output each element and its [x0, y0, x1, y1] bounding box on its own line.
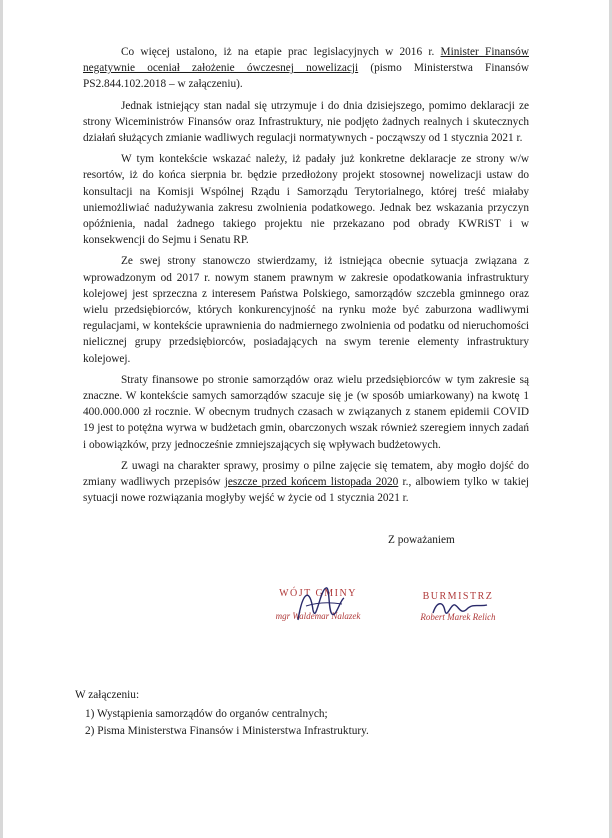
attachments-heading: W załączeniu: — [75, 689, 140, 701]
stamp-title-burmistrz: BURMISTRZ — [422, 591, 494, 602]
attachment-item-2: 2) Pisma Ministerstwa Finansów i Ministerstwa Infrastruktury. — [85, 725, 369, 737]
attachment-item-1: 1) Wystąpienia samorządów do organów centralnych; — [85, 708, 328, 720]
letter-body — [83, 44, 529, 511]
attachments-section — [75, 687, 535, 740]
paragraph-1 — [83, 44, 529, 93]
attachments-list — [75, 706, 535, 740]
stamp-title-wojt: WÓJT GMINY — [279, 588, 357, 599]
paragraph-1-after: (pismo Ministerstwa Finansów PS2.844.102.2018 – w załączeniu). — [83, 62, 529, 91]
paragraph-3: W tym kontekście wskazać należy, iż padały już konkretne deklaracje ze strony w/w resortów, iż do końca sierpnia br. będzie przedłożony projekt stosownej nowelizacji ustaw do konsultacji na Komisji Wspólnej Rządu i Samorządu Terytorialnego, której treść miałaby uniemożliwiać nadużywania zakresu zwolnienia podatkowego. Jednak bez wskazania przyczyn opóźnienia, nadal żadnego takiego projektu nie przekazano pod obrady KWRiST i w konsekwencji do Sejmu i Senatu RP. — [83, 153, 529, 247]
paragraph-6 — [83, 458, 529, 507]
signature-burmistrz — [403, 591, 513, 622]
page-edge-left — [0, 0, 3, 838]
stamp-name-wojt: mgr Waldemar Nalazek — [275, 611, 361, 621]
signature-wojt — [258, 588, 378, 621]
paragraph-1-underlined: Minister Finansów negatywnie oceniał założenie ówczesnej nowelizacji — [83, 46, 529, 75]
signature-scribble-left — [258, 580, 378, 628]
paragraph-6-before: Z uwagi na charakter sprawy, prosimy o pilne zajęcie się tematem, aby mogło dojść do zmiany wadliwych przepisów — [83, 459, 529, 489]
signature-scribble-right — [403, 583, 513, 631]
paragraph-6-underlined: jeszcze przed końcem listopada 2020 — [224, 476, 399, 489]
paragraph-5: Straty finansowe po stronie samorządów oraz wielu przedsiębiorców w tym zakresie są znaczne. W kontekście samych samorządów szacuje się je (w sposób umiarkowany) na kwotę 1 400.000.000 zł rocznie. W obecnym trudnych czasach w związanych z stanem epidemii COVID 19 jest to potężna wyrwa w budżetach gmin, obarczonych wszak również szeregiem innych zadań i obowiązków, przy jednocześnie zmniejszających się wpływach budżetowych. — [83, 373, 529, 451]
paragraph-4: Ze swej strony stanowczo stwierdzamy, iż istniejąca obecnie sytuacja związana z wprowadzonym od 2017 r. nowym stanem prawnym w zakresie opodatkowania infrastruktury kolejowej jest sprzeczna z interesem Państwa Polskiego, samorządów szczebla gminnego oraz wielu przedsiębiorców, których konkurencyjność na rynku może być zaburzona wadliwymi regulacjami, w kontekście uprawnienia do nadmiernego zwolnienia od podatku od nieruchomości nielicznej grupy przedsiębiorców, posiadających na swym terenie elementy infrastruktury kolejowej. — [83, 255, 529, 365]
paragraph-1-before: Co więcej ustalono, iż na etapie prac legislacyjnych w 2016 r. — [121, 46, 441, 58]
closing-salutation: Z poważaniem — [388, 534, 455, 546]
stamp-name-burmistrz: Robert Marek Relich — [420, 612, 496, 622]
paragraph-6-after: r., albowiem tylko w takiej sytuacji nowe rozwiązania mogłyby wejść w życie od 1 stycznia 2021 r. — [83, 476, 529, 505]
paragraph-2: Jednak istniejący stan nadal się utrzymuje i do dnia dzisiejszego, pomimo deklaracji ze strony Wiceministrów Finansów oraz Infrastruktury, nie podjęto żadnych realnych i skutecznych działań służących zmianie wadliwych regulacji normatywnych - począwszy od 1 stycznia 2021 r. — [83, 99, 529, 145]
